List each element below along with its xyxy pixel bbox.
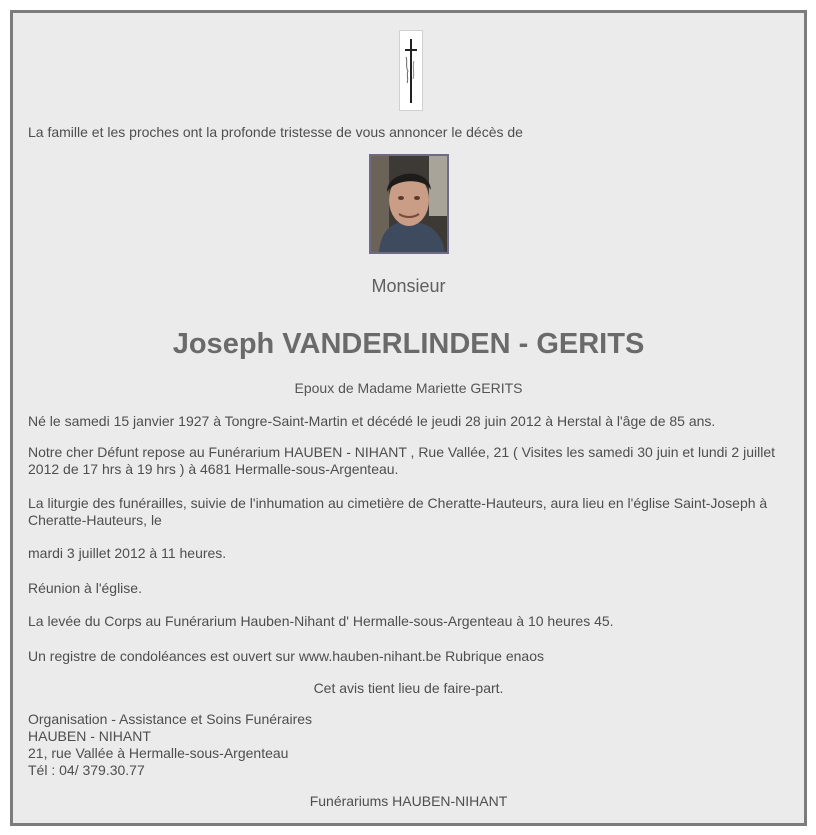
- spouse-line: Epoux de Madame Mariette GERITS: [294, 380, 523, 396]
- born-died-paragraph: Né le samedi 15 janvier 1927 à Tongre-Saint-Martin et décédé le jeudi 28 juin 2012 à Herstal à l'âge de 85 ans.: [28, 413, 716, 429]
- footer-text: Funérariums HAUBEN-NIHANT: [309, 793, 508, 809]
- levee-paragraph: La levée du Corps au Funérarium Hauben-Nihant d' Hermalle-sous-Argenteau à 10 heures 45.: [28, 613, 614, 629]
- cross-icon: [399, 30, 423, 111]
- rests-paragraph: Notre cher Défunt repose au Funérarium HAUBEN - NIHANT , Rue Vallée, 21 ( Visites les samedi 30 juin et lundi 2 juillet 2012 de 17 hrs à 19 hrs ) à 4681 Hermalle-sous-Argenteau.: [28, 444, 776, 477]
- organisation-name: HAUBEN - NIHANT: [28, 728, 151, 744]
- liturgy-paragraph: La liturgie des funérailles, suivie de l'inhumation au cimetière de Cheratte-Hauteurs, aura lieu en l'église Saint-Joseph à Cheratte-Hauteurs, le: [28, 495, 768, 528]
- title-word: Monsieur: [371, 276, 446, 296]
- portrait-photo: [369, 154, 449, 254]
- registry-paragraph: Un registre de condoléances est ouvert sur www.hauben-nihant.be Rubrique enaos: [28, 648, 544, 664]
- organisation-block: [28, 711, 788, 779]
- obituary-card: [10, 10, 807, 826]
- date-time-paragraph: mardi 3 juillet 2012 à 11 heures.: [28, 545, 227, 561]
- meeting-paragraph: Réunion à l'église.: [28, 580, 142, 596]
- organisation-line: Organisation - Assistance et Soins Funéraires: [28, 711, 313, 727]
- organisation-phone: Tél : 04/ 379.30.77: [28, 762, 145, 778]
- faire-part-line: Cet avis tient lieu de faire-part.: [313, 680, 504, 696]
- organisation-address: 21, rue Vallée à Hermalle-sous-Argenteau: [28, 745, 289, 761]
- deceased-name: Joseph VANDERLINDEN - GERITS: [172, 328, 645, 360]
- intro-text: La famille et les proches ont la profonde tristesse de vous annoncer le décès de: [28, 124, 523, 140]
